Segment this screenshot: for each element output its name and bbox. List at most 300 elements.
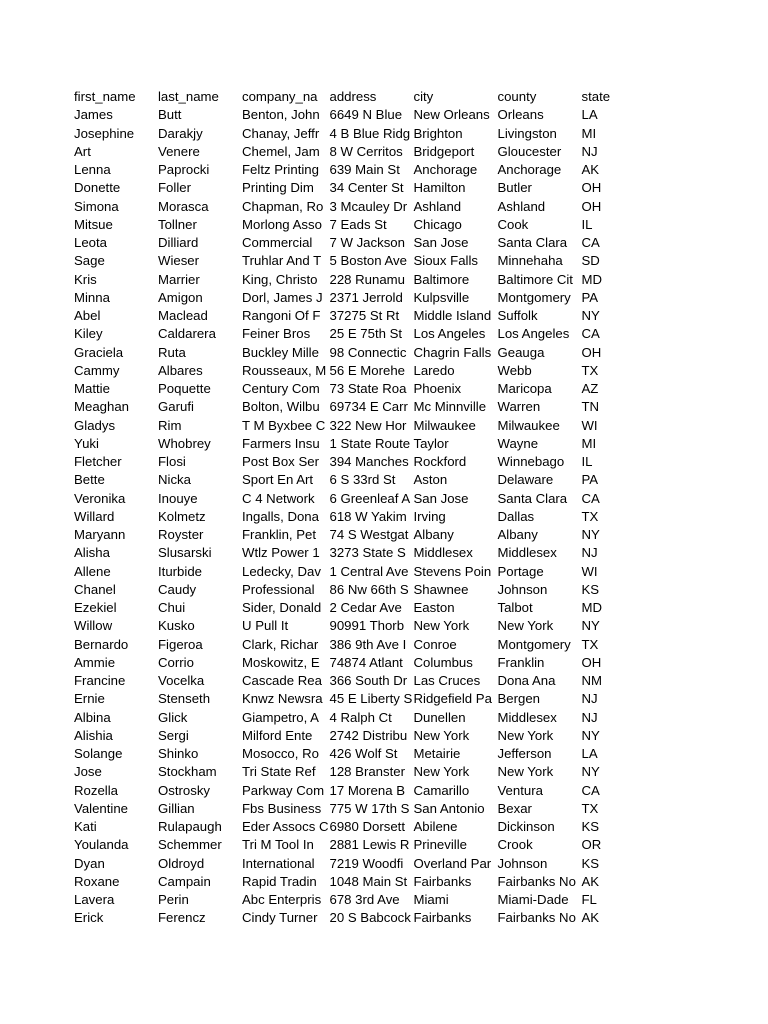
company-name-cell: U Pull It — [242, 618, 289, 634]
address-cell: 7219 Woodfi — [329, 855, 404, 871]
state-cell: MI — [581, 435, 597, 451]
company-name-cell: Tri State Ref — [242, 764, 316, 780]
last-name-cell: Figeroa — [158, 636, 203, 652]
city-cell: Stevens Poin — [413, 563, 492, 579]
city-cell: Phoenix — [413, 381, 462, 397]
company-name-cell: Ingalls, Dona — [242, 508, 319, 524]
city-cell: Prineville — [413, 837, 467, 853]
address-cell: 4 B Blue Ridg — [329, 125, 411, 141]
last-name-cell: Amigon — [158, 289, 203, 305]
last-name-cell: Albares — [158, 362, 203, 378]
spreadsheet-table — [73, 88, 630, 928]
company-name-cell: Chemel, Jam — [242, 143, 320, 159]
county-cell: Gloucester — [497, 143, 562, 159]
last-name-cell: Perin — [158, 892, 189, 908]
company-name-cell: T M Byxbee C — [242, 417, 326, 433]
last-name-cell: Corrio — [158, 654, 194, 670]
city-cell: New Orleans — [413, 107, 490, 123]
first-name-cell: Art — [74, 143, 91, 159]
last-name-cell: Rulapaugh — [158, 819, 222, 835]
table-row — [73, 581, 630, 599]
last-name-cell: Slusarski — [158, 545, 212, 561]
city-cell: Rockford — [413, 454, 467, 470]
table-row — [73, 325, 630, 343]
state-cell: AZ — [581, 381, 599, 397]
last-name-cell: Inouye — [158, 490, 198, 506]
address-cell: 366 South Dr — [329, 673, 408, 689]
company-name-cell: Milford Ente — [242, 727, 313, 743]
county-cell: Middlesex — [497, 545, 557, 561]
table-row — [73, 161, 630, 179]
address-cell: 678 3rd Ave — [329, 892, 400, 908]
first-name-cell: Graciela — [74, 344, 124, 360]
county-cell: Santa Clara — [497, 235, 568, 251]
table-row — [73, 198, 630, 216]
address-cell: 3 Mcauley Dr — [329, 198, 408, 214]
address-cell: 7 Eads St — [329, 216, 387, 232]
table-row — [73, 745, 630, 763]
table-row — [73, 398, 630, 416]
state-cell: KS — [581, 581, 600, 597]
state-cell: AK — [581, 162, 600, 178]
table-row — [73, 143, 630, 161]
company-name-cell: Wtlz Power 1 — [242, 545, 320, 561]
last-name-cell: Iturbide — [158, 563, 202, 579]
first-name-cell: Allene — [74, 563, 111, 579]
company-name-cell: Sport En Art — [242, 472, 314, 488]
last-name-cell: Caldarera — [158, 326, 216, 342]
first-name-cell: Kiley — [74, 326, 103, 342]
state-cell: LA — [581, 107, 598, 123]
state-cell: TX — [581, 636, 599, 652]
address-cell: 25 E 75th St — [329, 326, 403, 342]
county-cell: Montgomery — [497, 289, 571, 305]
address-cell: 1 Central Ave — [329, 563, 409, 579]
county-cell: Dallas — [497, 508, 535, 524]
address-cell: 128 Branster — [329, 764, 405, 780]
table-row — [73, 782, 630, 800]
table-row — [73, 617, 630, 635]
header-cell: address — [329, 89, 377, 105]
table-row — [73, 690, 630, 708]
last-name-cell: Flosi — [158, 454, 186, 470]
state-cell: MD — [581, 271, 602, 287]
county-cell: Webb — [497, 362, 532, 378]
first-name-cell: Jose — [74, 764, 102, 780]
first-name-cell: Josephine — [74, 125, 135, 141]
state-cell: MD — [581, 600, 602, 616]
last-name-cell: Darakjy — [158, 125, 203, 141]
company-name-cell: Sider, Donald — [242, 600, 322, 616]
company-name-cell: Rapid Tradin — [242, 873, 317, 889]
last-name-cell: Stockham — [158, 764, 217, 780]
city-cell: San Antonio — [413, 800, 485, 816]
state-cell: TX — [581, 800, 599, 816]
company-name-cell: Chanay, Jeffr — [242, 125, 320, 141]
first-name-cell: Lenna — [74, 162, 111, 178]
table-body — [73, 106, 630, 927]
address-cell: 775 W 17th S — [329, 800, 410, 816]
company-name-cell: Fbs Business — [242, 800, 322, 816]
address-cell: 8 W Cerritos — [329, 143, 403, 159]
last-name-cell: Rim — [158, 417, 182, 433]
county-cell: Milwaukee — [497, 417, 560, 433]
last-name-cell: Garufi — [158, 399, 194, 415]
table-row — [73, 891, 630, 909]
city-cell: Fairbanks — [413, 910, 472, 926]
company-name-cell: Cindy Turner — [242, 910, 318, 926]
address-cell: 1 State Route — [329, 435, 411, 451]
address-cell: 6 Greenleaf A — [329, 490, 411, 506]
table-row — [73, 873, 630, 891]
state-cell: PA — [581, 472, 599, 488]
first-name-cell: Solange — [74, 746, 123, 762]
address-cell: 5 Boston Ave — [329, 253, 407, 269]
table-row — [73, 818, 630, 836]
address-cell: 37275 St Rt — [329, 308, 400, 324]
last-name-cell: Kusko — [158, 618, 195, 634]
table-row — [73, 289, 630, 307]
first-name-cell: Willard — [74, 508, 115, 524]
last-name-cell: Schemmer — [158, 837, 222, 853]
last-name-cell: Whobrey — [158, 435, 211, 451]
first-name-cell: Alisha — [74, 545, 110, 561]
table-row — [73, 380, 630, 398]
county-cell: Orleans — [497, 107, 544, 123]
company-name-cell: Farmers Insu — [242, 435, 320, 451]
address-cell: 3273 State S — [329, 545, 406, 561]
city-cell: Irving — [413, 508, 446, 524]
county-cell: Baltimore Cit — [497, 271, 573, 287]
state-cell: IL — [581, 216, 593, 232]
city-cell: Los Angeles — [413, 326, 486, 342]
first-name-cell: Donette — [74, 180, 121, 196]
county-cell: Winnebago — [497, 454, 565, 470]
county-cell: Bexar — [497, 800, 532, 816]
company-name-cell: Rangoni Of F — [242, 308, 321, 324]
city-cell: Mc Minnville — [413, 399, 487, 415]
county-cell: Cook — [497, 216, 529, 232]
last-name-cell: Campain — [158, 873, 211, 889]
county-cell: Geauga — [497, 344, 545, 360]
county-cell: Portage — [497, 563, 544, 579]
address-cell: 2 Cedar Ave — [329, 600, 402, 616]
last-name-cell: Glick — [158, 709, 188, 725]
last-name-cell: Royster — [158, 527, 204, 543]
first-name-cell: Leota — [74, 235, 108, 251]
county-cell: Fairbanks No — [497, 873, 576, 889]
county-cell: Franklin — [497, 654, 545, 670]
address-cell: 2742 Distribu — [329, 727, 408, 743]
state-cell: WI — [581, 563, 598, 579]
last-name-cell: Vocelka — [158, 673, 205, 689]
county-cell: Johnson — [497, 581, 548, 597]
table-row — [73, 234, 630, 252]
state-cell: CA — [581, 782, 600, 798]
company-name-cell: Morlong Asso — [242, 216, 322, 232]
state-cell: TX — [581, 362, 599, 378]
county-cell: Bergen — [497, 691, 541, 707]
company-name-cell: Dorl, James J — [242, 289, 323, 305]
city-cell: New York — [413, 618, 470, 634]
company-name-cell: Feltz Printing — [242, 162, 319, 178]
last-name-cell: Ostrosky — [158, 782, 211, 798]
address-cell: 426 Wolf St — [329, 746, 398, 762]
address-cell: 74874 Atlant — [329, 654, 403, 670]
first-name-cell: Erick — [74, 910, 104, 926]
first-name-cell: Fletcher — [74, 454, 122, 470]
company-name-cell: Feiner Bros — [242, 326, 311, 342]
county-cell: Ashland — [497, 198, 546, 214]
state-cell: NY — [581, 308, 600, 324]
county-cell: Minnehaha — [497, 253, 563, 269]
table-row — [73, 362, 630, 380]
city-cell: Middle Island — [413, 308, 492, 324]
last-name-cell: Venere — [158, 143, 200, 159]
county-cell: Warren — [497, 399, 541, 415]
state-cell: OH — [581, 654, 602, 670]
address-cell: 69734 E Carr — [329, 399, 408, 415]
address-cell: 6 S 33rd St — [329, 472, 396, 488]
address-cell: 2371 Jerrold — [329, 289, 403, 305]
first-name-cell: Ammie — [74, 654, 116, 670]
company-name-cell: Franklin, Pet — [242, 527, 317, 543]
city-cell: Las Cruces — [413, 673, 481, 689]
company-name-cell: Printing Dim — [242, 180, 314, 196]
state-cell: OH — [581, 180, 602, 196]
address-cell: 322 New Hor — [329, 417, 407, 433]
state-cell: NJ — [581, 709, 598, 725]
address-cell: 6980 Dorsett — [329, 819, 405, 835]
first-name-cell: James — [74, 107, 113, 123]
county-cell: Jefferson — [497, 746, 552, 762]
state-cell: AK — [581, 873, 600, 889]
city-cell: Miami — [413, 892, 449, 908]
county-cell: Suffolk — [497, 308, 538, 324]
first-name-cell: Gladys — [74, 417, 116, 433]
company-name-cell: Rousseaux, M — [242, 362, 327, 378]
last-name-cell: Gillian — [158, 800, 195, 816]
last-name-cell: Oldroyd — [158, 855, 205, 871]
table-row — [73, 490, 630, 508]
county-cell: Fairbanks No — [497, 910, 576, 926]
county-cell: Los Angeles — [497, 326, 570, 342]
county-cell: Albany — [497, 527, 538, 543]
company-name-cell: Ledecky, Dav — [242, 563, 321, 579]
address-cell: 17 Morena B — [329, 782, 405, 798]
address-cell: 86 Nw 66th S — [329, 581, 409, 597]
first-name-cell: Bette — [74, 472, 105, 488]
county-cell: Wayne — [497, 435, 539, 451]
county-cell: Anchorage — [497, 162, 562, 178]
city-cell: Milwaukee — [413, 417, 476, 433]
state-cell: NY — [581, 618, 600, 634]
first-name-cell: Veronika — [74, 490, 126, 506]
table-row — [73, 307, 630, 325]
table-row — [73, 526, 630, 544]
state-cell: WI — [581, 417, 598, 433]
table-row — [73, 271, 630, 289]
first-name-cell: Kati — [74, 819, 97, 835]
first-name-cell: Kris — [74, 271, 97, 287]
company-name-cell: International — [242, 855, 315, 871]
table-row — [73, 106, 630, 124]
last-name-cell: Paprocki — [158, 162, 210, 178]
county-cell: Livingston — [497, 125, 557, 141]
county-cell: Montgomery — [497, 636, 571, 652]
city-cell: Hamilton — [413, 180, 466, 196]
first-name-cell: Sage — [74, 253, 105, 269]
company-name-cell: Tri M Tool In — [242, 837, 314, 853]
county-cell: Talbot — [497, 600, 533, 616]
company-name-cell: Knwz Newsra — [242, 691, 323, 707]
first-name-cell: Ezekiel — [74, 600, 117, 616]
table-row — [73, 800, 630, 818]
header-cell: first_name — [74, 89, 136, 105]
table-row — [73, 252, 630, 270]
table-row — [73, 453, 630, 471]
address-cell: 6649 N Blue — [329, 107, 403, 123]
table-row — [73, 417, 630, 435]
state-cell: LA — [581, 746, 598, 762]
first-name-cell: Dyan — [74, 855, 105, 871]
city-cell: Kulpsville — [413, 289, 470, 305]
state-cell: IL — [581, 454, 593, 470]
table-row — [73, 471, 630, 489]
state-cell: CA — [581, 326, 600, 342]
state-cell: OR — [581, 837, 602, 853]
county-cell: New York — [497, 764, 554, 780]
first-name-cell: Roxane — [74, 873, 120, 889]
first-name-cell: Ernie — [74, 691, 105, 707]
city-cell: Taylor — [413, 435, 449, 451]
city-cell: Baltimore — [413, 271, 470, 287]
state-cell: TX — [581, 508, 599, 524]
address-cell: 228 Runamu — [329, 271, 405, 287]
table-row — [73, 636, 630, 654]
last-name-cell: Marrier — [158, 271, 200, 287]
table-row — [73, 179, 630, 197]
table-row — [73, 216, 630, 234]
first-name-cell: Bernardo — [74, 636, 129, 652]
city-cell: Ridgefield Pa — [413, 691, 492, 707]
city-cell: Albany — [413, 527, 454, 543]
first-name-cell: Willow — [74, 618, 113, 634]
county-cell: Crook — [497, 837, 533, 853]
table-row — [73, 909, 630, 927]
city-cell: New York — [413, 764, 470, 780]
city-cell: New York — [413, 727, 470, 743]
address-cell: 73 State Roa — [329, 381, 407, 397]
company-name-cell: C 4 Network — [242, 490, 315, 506]
state-cell: TN — [581, 399, 600, 415]
company-name-cell: Buckley Mille — [242, 344, 319, 360]
address-cell: 618 W Yakim — [329, 508, 407, 524]
table-row — [73, 344, 630, 362]
first-name-cell: Mitsue — [74, 216, 113, 232]
last-name-cell: Ruta — [158, 344, 186, 360]
last-name-cell: Butt — [158, 107, 182, 123]
address-cell: 20 S Babcock — [329, 910, 411, 926]
company-name-cell: Eder Assocs C — [242, 819, 329, 835]
address-cell: 386 9th Ave I — [329, 636, 407, 652]
last-name-cell: Nicka — [158, 472, 191, 488]
city-cell: Anchorage — [413, 162, 478, 178]
company-name-cell: Clark, Richar — [242, 636, 319, 652]
state-cell: NY — [581, 727, 600, 743]
state-cell: NM — [581, 673, 602, 689]
header-cell: county — [497, 89, 537, 105]
last-name-cell: Ferencz — [158, 910, 206, 926]
county-cell: Dickinson — [497, 819, 555, 835]
county-cell: New York — [497, 727, 554, 743]
city-cell: Chicago — [413, 216, 462, 232]
state-cell: MI — [581, 125, 597, 141]
last-name-cell: Stenseth — [158, 691, 211, 707]
address-cell: 4 Ralph Ct — [329, 709, 392, 725]
first-name-cell: Rozella — [74, 782, 118, 798]
address-cell: 639 Main St — [329, 162, 400, 178]
company-name-cell: Bolton, Wilbu — [242, 399, 320, 415]
city-cell: Camarillo — [413, 782, 470, 798]
city-cell: Conroe — [413, 636, 457, 652]
last-name-cell: Dilliard — [158, 235, 199, 251]
city-cell: Brighton — [413, 125, 463, 141]
city-cell: Fairbanks — [413, 873, 472, 889]
address-cell: 56 E Morehe — [329, 362, 405, 378]
state-cell: NJ — [581, 143, 598, 159]
address-cell: 34 Center St — [329, 180, 404, 196]
address-cell: 7 W Jackson — [329, 235, 405, 251]
state-cell: OH — [581, 344, 602, 360]
table-row — [73, 855, 630, 873]
company-name-cell: Cascade Rea — [242, 673, 322, 689]
table-row — [73, 563, 630, 581]
state-cell: NY — [581, 527, 600, 543]
last-name-cell: Poquette — [158, 381, 211, 397]
city-cell: Aston — [413, 472, 448, 488]
first-name-cell: Chanel — [74, 581, 116, 597]
first-name-cell: Mattie — [74, 381, 110, 397]
first-name-cell: Francine — [74, 673, 126, 689]
table-row — [73, 709, 630, 727]
last-name-cell: Maclead — [158, 308, 208, 324]
state-cell: FL — [581, 892, 597, 908]
state-cell: SD — [581, 253, 600, 269]
company-name-cell: Parkway Com — [242, 782, 325, 798]
city-cell: Dunellen — [413, 709, 466, 725]
header-cell: company_na — [242, 89, 318, 105]
city-cell: Sioux Falls — [413, 253, 478, 269]
company-name-cell: Truhlar And T — [242, 253, 322, 269]
last-name-cell: Wieser — [158, 253, 200, 269]
header-cell: last_name — [158, 89, 219, 105]
county-cell: Maricopa — [497, 381, 552, 397]
address-cell: 394 Manches — [329, 454, 409, 470]
county-cell: Santa Clara — [497, 490, 568, 506]
city-cell: Bridgeport — [413, 143, 475, 159]
table-row — [73, 672, 630, 690]
state-cell: NJ — [581, 545, 598, 561]
county-cell: Middlesex — [497, 709, 557, 725]
table-row — [73, 654, 630, 672]
county-cell: Ventura — [497, 782, 543, 798]
state-cell: OH — [581, 198, 602, 214]
last-name-cell: Chui — [158, 600, 186, 616]
company-name-cell: Commercial — [242, 235, 313, 251]
company-name-cell: King, Christo — [242, 271, 318, 287]
last-name-cell: Caudy — [158, 581, 197, 597]
